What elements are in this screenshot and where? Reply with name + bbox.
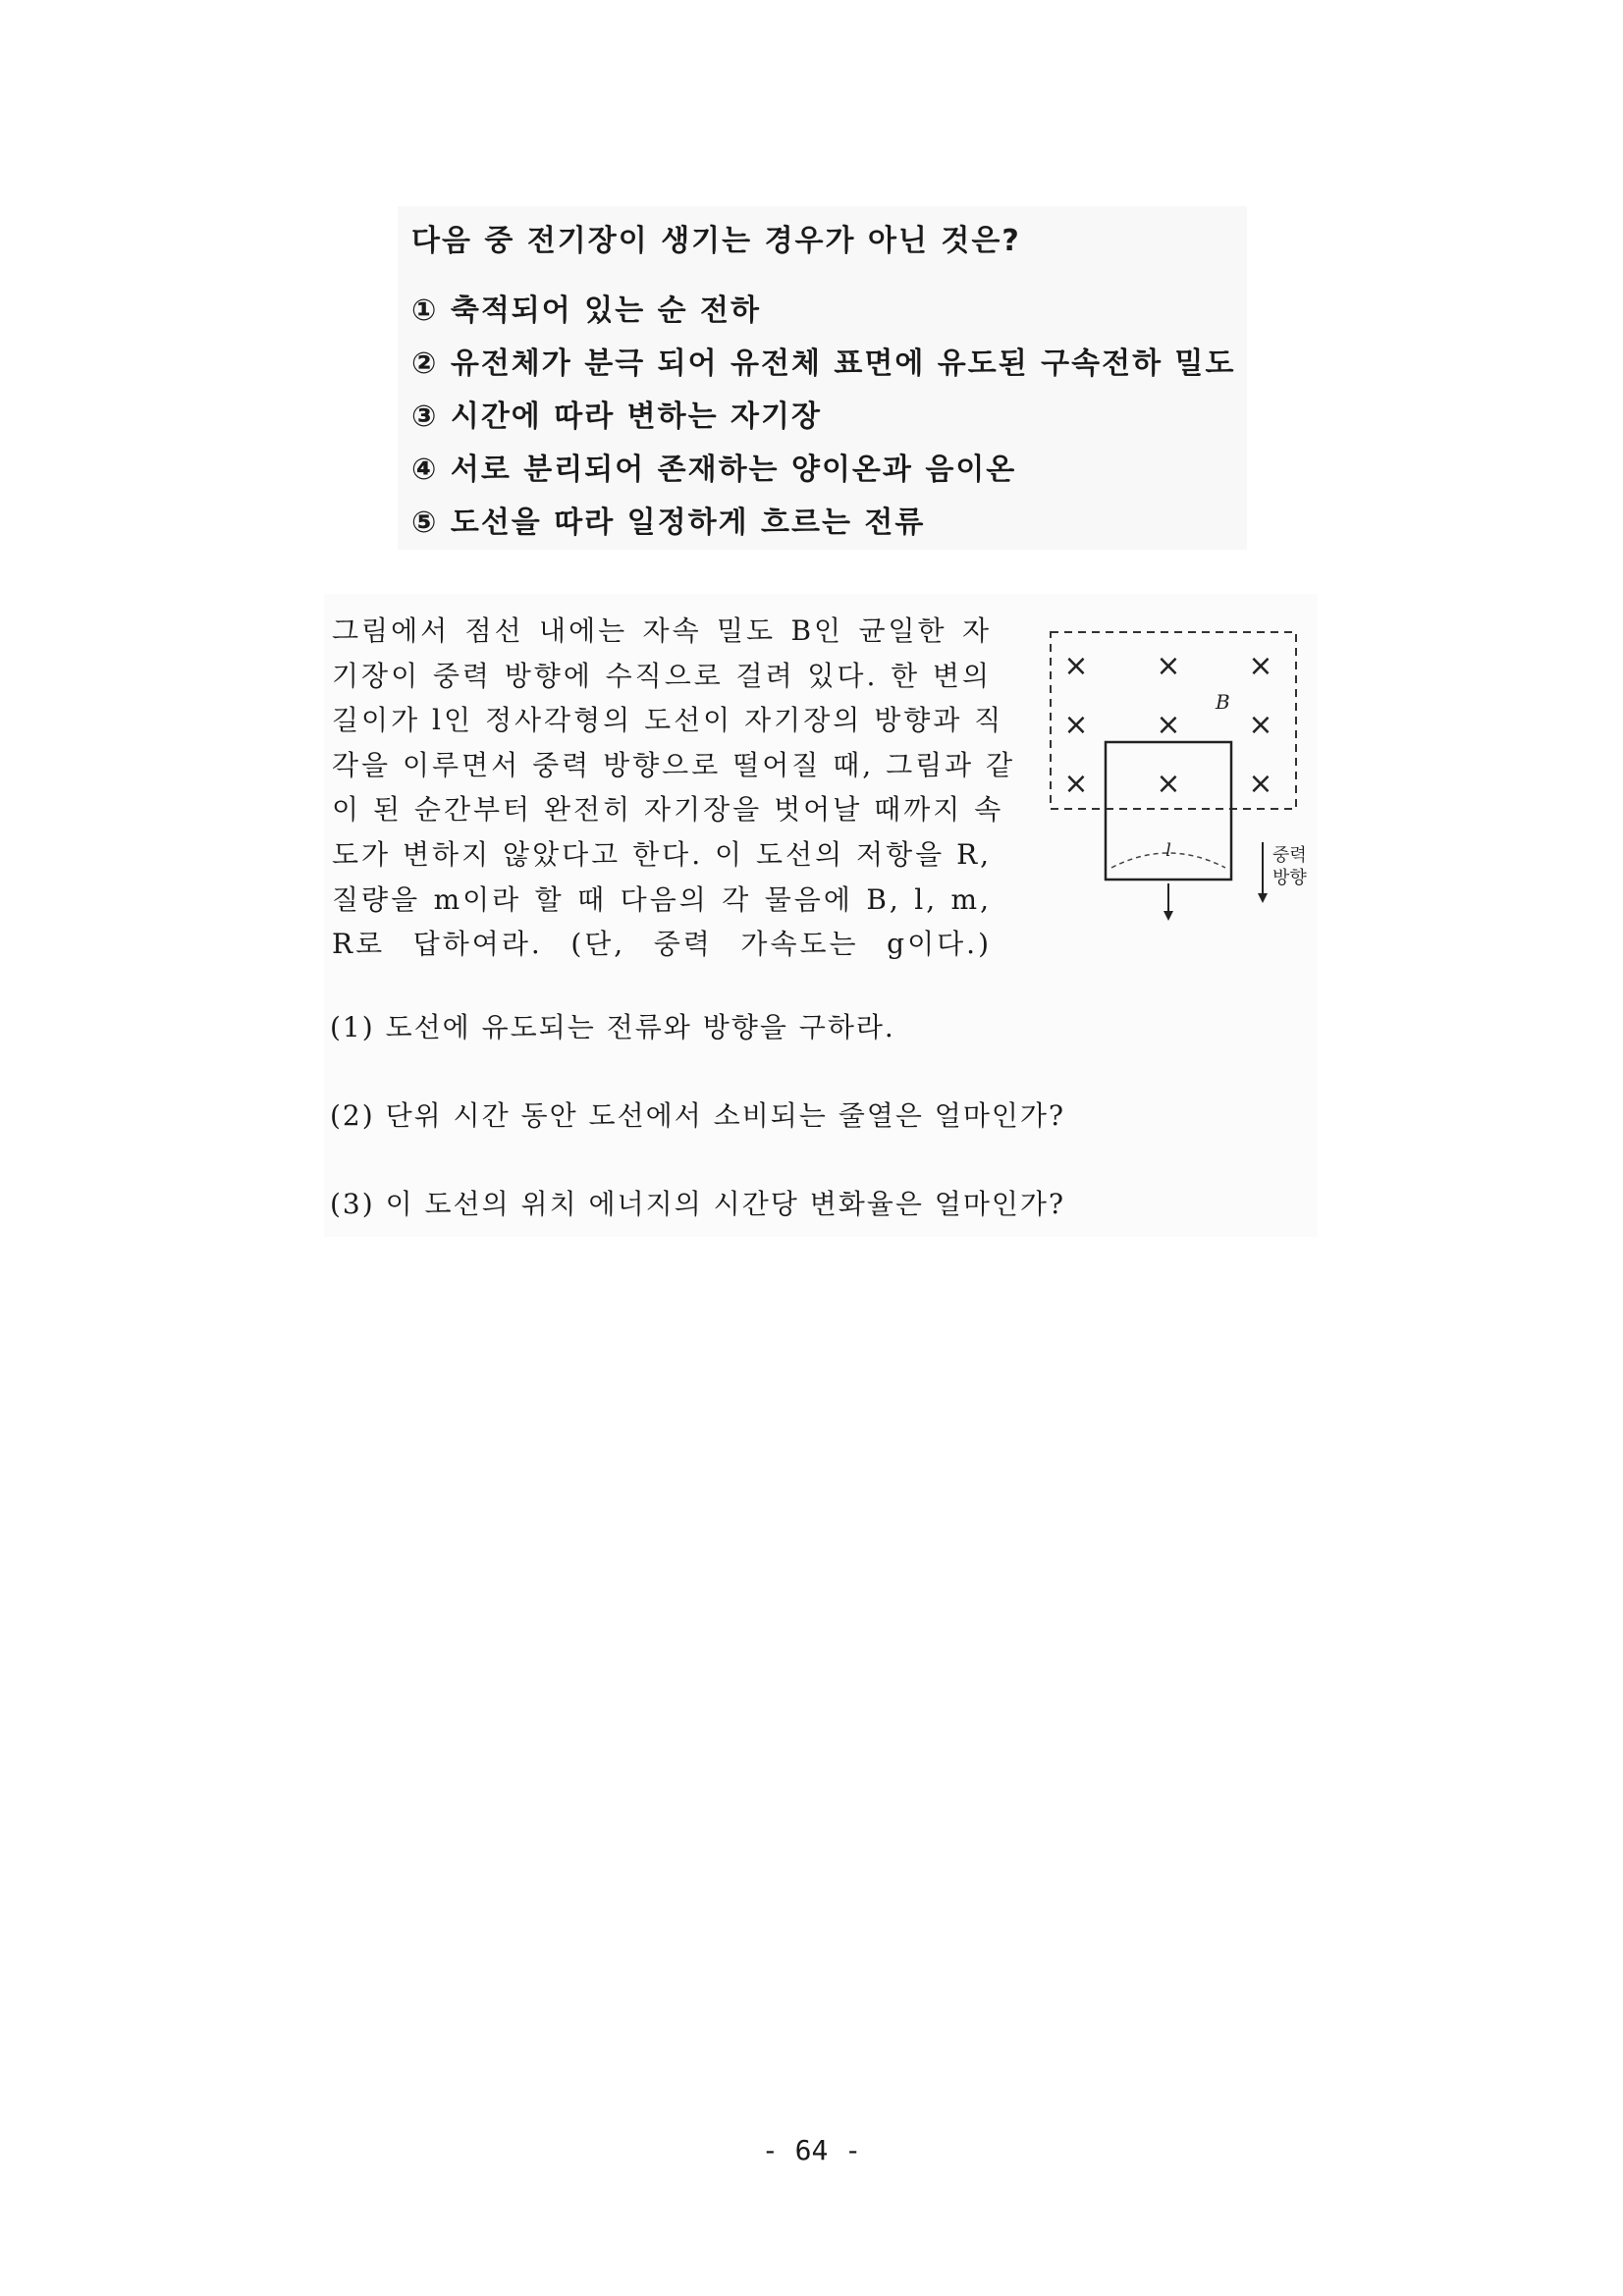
magnetic-field-diagram bbox=[1039, 620, 1324, 925]
field-symbol-5: × bbox=[1156, 708, 1181, 742]
paragraph-line-7: 질량을 m이라 할 때 다음의 각 물음에 B, l, m, bbox=[332, 882, 992, 916]
gravity-arrow-head bbox=[1258, 893, 1268, 903]
paragraph-line-3: 길이가 l인 정사각형의 도선이 자기장의 방향과 직 bbox=[332, 704, 1004, 737]
field-symbol-1: × bbox=[1063, 649, 1089, 683]
paragraph-line-2: 기장이 중력 방향에 수직으로 걸려 있다. 한 변의 bbox=[332, 659, 992, 692]
field-symbol-7: × bbox=[1063, 767, 1089, 801]
gravity-label-line-2: 방향 bbox=[1272, 868, 1307, 888]
paragraph-line-4: 각을 이루면서 중력 방향으로 떨어질 때, 그림과 같 bbox=[332, 748, 1016, 781]
field-symbol-8: × bbox=[1156, 767, 1181, 801]
question1-choice-1: ① 축적되어 있는 순 전하 bbox=[411, 294, 761, 328]
field-symbol-9: × bbox=[1248, 767, 1273, 801]
field-symbol-4: × bbox=[1063, 708, 1089, 742]
gravity-label-line-1: 중력 bbox=[1272, 845, 1307, 866]
paragraph-line-5: 이 된 순간부터 완전히 자기장을 벗어날 때까지 속 bbox=[332, 793, 1004, 827]
field-symbol-2: × bbox=[1156, 649, 1181, 683]
field-symbol-6: × bbox=[1248, 708, 1273, 742]
sub-question-3: (3) 이 도선의 위치 에너지의 시간당 변화율은 얼마인가? bbox=[330, 1188, 1065, 1220]
field-label-b: B bbox=[1216, 690, 1230, 714]
paragraph-line-8: R로 답하여라. (단, 중력 가속도는 g이다.) bbox=[332, 928, 992, 961]
question2-paragraph bbox=[332, 609, 1016, 967]
sub-question-1: (1) 도선에 유도되는 전류와 방향을 구하라. bbox=[330, 1011, 895, 1043]
question1-title: 다음 중 전기장이 생기는 경우가 아닌 것은? bbox=[411, 224, 1021, 258]
sub-question-2: (2) 단위 시간 동안 도선에서 소비되는 줄열은 얼마인가? bbox=[330, 1099, 1065, 1132]
question1-choice-5: ⑤ 도선을 따라 일정하게 흐르는 전류 bbox=[411, 506, 926, 540]
side-length-label: l bbox=[1165, 840, 1171, 861]
field-symbol-3: × bbox=[1248, 649, 1273, 683]
page-number: - 64 - bbox=[761, 2134, 862, 2166]
question1-choice-4: ④ 서로 분리되어 존재하는 양이온과 음이온 bbox=[411, 453, 1017, 487]
paragraph-line-1: 그림에서 점선 내에는 자속 밀도 B인 균일한 자 bbox=[332, 614, 992, 647]
question1-choice-3: ③ 시간에 따라 변하는 자기장 bbox=[411, 400, 822, 434]
loop-motion-arrow-head bbox=[1163, 911, 1173, 921]
paragraph-line-6: 도가 변하지 않았다고 한다. 이 도선의 저항을 R, bbox=[332, 837, 993, 871]
question1-choice-2: ② 유전체가 분극 되어 유전체 표면에 유도된 구속전하 밀도 bbox=[411, 347, 1236, 381]
